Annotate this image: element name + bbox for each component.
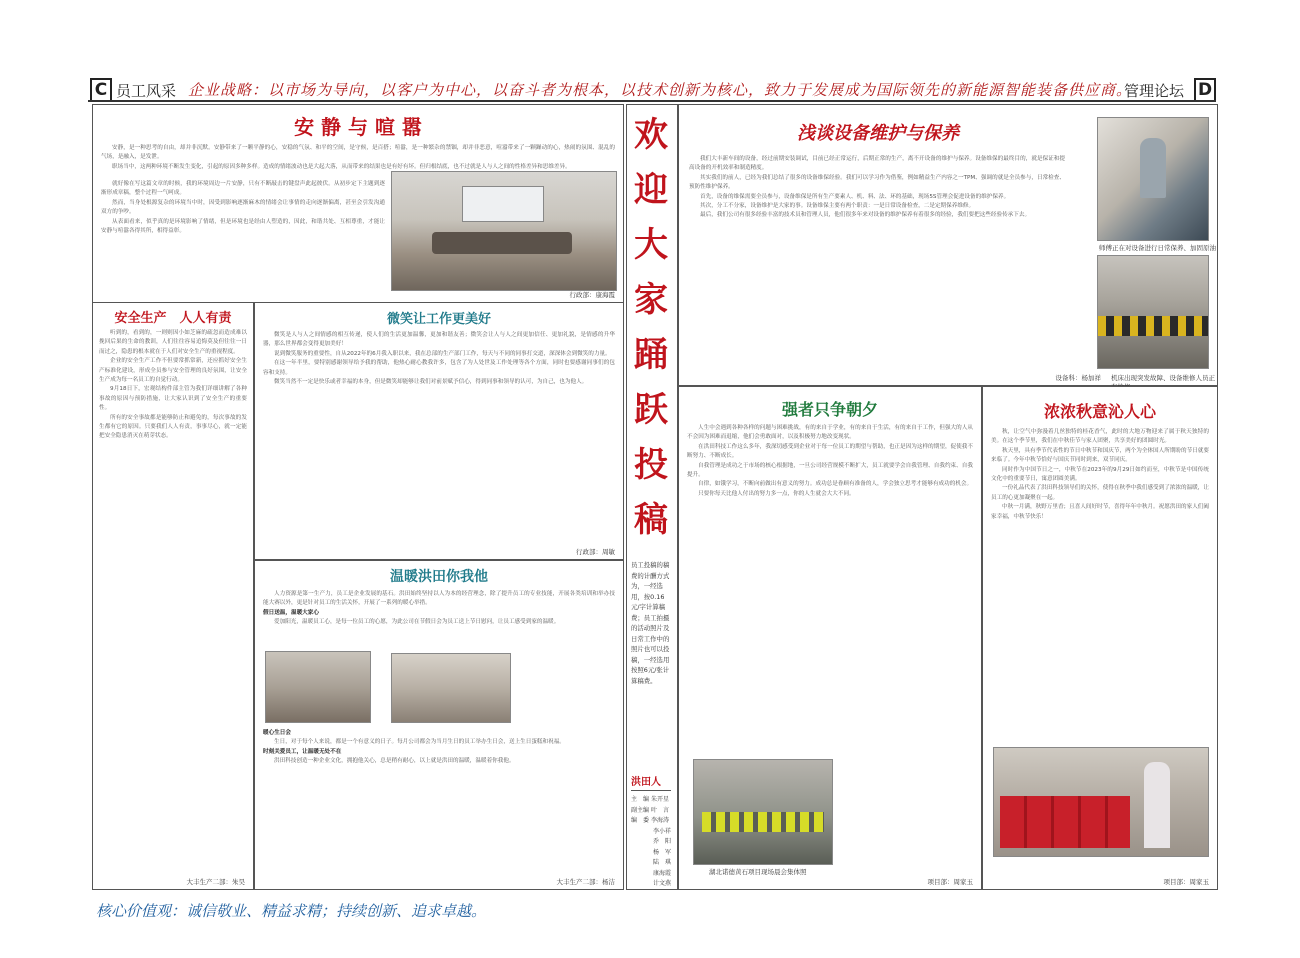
article-warm-hongtian	[254, 560, 624, 890]
paragraph: 企业的安全生产工作不但要常抓常新，还应抓好安全生产标准化建设，形成全员参与安全管理的良好氛围，让安全生产成为每一名员工的自觉行动。	[99, 358, 247, 384]
masthead	[631, 773, 671, 890]
projector-screen-shape	[462, 186, 544, 222]
vertical-char: 迎	[634, 170, 668, 210]
article-quiet-and-noise	[92, 104, 624, 303]
article-author: 大丰生产二部：杨洁	[556, 878, 615, 886]
article-title: 安 静 与 喧 嚣	[294, 115, 422, 139]
masthead-name: 洪田人	[631, 773, 671, 791]
paragraph: 同时作为中国节日之一，中秋节在2023年的9月29日如约而至，中秋节是中国传统文化中的重要节日，寓意团圆美满。	[991, 466, 1209, 483]
vertical-char: 大	[634, 225, 668, 265]
article-author: 行政部：康海霞	[569, 291, 615, 299]
article-body	[689, 155, 1065, 365]
paragraph: 洪田科技创造一种企业文化，拥抱他关心，总是稍有耐心，以上就是洪田的温暖，温暖着你我他。	[274, 758, 515, 765]
photo-caption: 师傅正在对设备进行日常保养、加固原油	[1099, 244, 1216, 252]
staff-row: 计文燕	[652, 880, 671, 887]
article-title: 安全生产 人人有责	[114, 311, 232, 326]
paragraph: 中秋一月满，秋野万里香；且喜人间好时节，喜得年年中秋月。祝愿洪田的家人们阖家幸福，中秋节快乐！	[991, 504, 1209, 520]
staff-row: 编 委 李海涛	[631, 817, 669, 824]
person-figure-shape	[1144, 762, 1170, 848]
article-safety	[92, 302, 254, 890]
core-values: 核心价值观：诚信敬业、精益求精；持续创新、追求卓越。	[96, 902, 487, 920]
article-body	[991, 428, 1209, 736]
page-letter-right: D	[1194, 78, 1216, 102]
conference-table-shape	[432, 232, 572, 254]
staff-row: 副主编 叶 言	[631, 806, 669, 814]
vertical-call-for-submissions	[629, 108, 673, 548]
photo-caption: 机床出现突发故障、设备维修人员正	[1111, 374, 1215, 382]
hazard-stripe-shape	[1098, 316, 1208, 336]
article-title: 浓浓秋意沁人心	[1043, 402, 1156, 421]
paragraph: 安静，是一种思考的自由，却并非沉默。安静带来了一颗平静的心，安稳的气氛、和平的空间，是守候，是百搭；喧嚣，是一种繁杂的禁锢，却并非恶意，喧嚣带来了一颗躁动的心，热闹的氛围、混乱的气场，是融入，是发泄。	[101, 145, 615, 161]
paragraph: 自律，如饿学习，不断向前做出有意义的努力。成功总是眷顾有准备的人，学会独立思考才能够有成功的机会。	[698, 481, 973, 488]
maintenance-worker-photo	[1097, 117, 1209, 241]
article-body-bottom	[263, 729, 613, 874]
staff-row: 陆 琪	[652, 859, 671, 866]
subheading: 假日送温，温暖大家心	[263, 609, 319, 616]
vertical-char: 稿	[634, 500, 668, 540]
article-smile	[254, 302, 624, 560]
photo-caption: 湖北诺德黄石项目现场晨会集体照	[709, 868, 807, 876]
article-author: 大丰生产二部：朱昊	[186, 878, 245, 886]
article-author: 行政部：周敏	[576, 548, 615, 556]
paragraph: 我们大丰新车间的设备，经过前期安装调试，目前已经正常运行，后期正常的生产，离不开设备的维护与保养。设备维保的最终目的，就是保证和提高设备的开机效率和制造精度。	[689, 156, 1065, 172]
paragraph: 生日，对于每个人来说，都是一个有意义的日子。每月公司都会为当月生日的员工举办生日会，送上生日蛋糕和祝福。	[274, 739, 565, 746]
paragraph: 微笑是人与人之间情感的相互传递，使人们的生活更加温馨，更加和谐友善；微笑会让人与人之间更加信任、更加礼貌，是情感的升华器，那么世界都会变得更加美好！	[263, 332, 615, 348]
paragraph: 自我管理是成功之于市场的核心根据地，一旦公司经营规模不断扩大，员工就要学会自我管理、自我约束、自我提升。	[687, 462, 973, 479]
page-header	[88, 76, 1216, 102]
birthday-party-photo	[391, 653, 511, 723]
article-title: 强者只争朝夕	[781, 400, 878, 419]
article-body	[263, 331, 615, 557]
section-label-left: 员工风采	[116, 82, 177, 100]
paragraph: 一份礼品代表了洪田科技领导们的关怀，使得在秋季中我们感受到了浓浓的温暖，让员工的心更加凝聚在一起。	[991, 485, 1209, 501]
paragraph: 在洪田科技工作这么多年，我深切感受到企业对于每一位员工的期望与帮助，也正是因为这样的期望，促使我不断努力、不断成长。	[687, 443, 973, 460]
machine-repair-photo	[1097, 255, 1209, 369]
staff-list	[631, 795, 671, 890]
vertical-char: 家	[634, 280, 668, 320]
section-label-right: 管理论坛	[1124, 82, 1185, 100]
paragraph: 首先，设备的维保需要全员参与，设备维保是所有生产要素人、机、料、法、环的基础，现场5S管理会促进设备的维护保养。	[700, 193, 1010, 200]
team-meeting-photo	[693, 759, 833, 865]
paragraph: 其次，分工不分家，设备维护是大家的事。设备维保主要有两个职责：一是日常设备检查，二是定期保养维修。	[700, 203, 975, 210]
subheading: 暖心生日会	[263, 730, 291, 736]
paragraph: 然而，当身处根源复杂的环境当中时，因受到影响逐渐麻木的情绪会让事情的走向逐渐偏离，甚至会引发沟通双方的争吵。	[101, 199, 385, 216]
article-author: 项目部：周家玉	[927, 878, 973, 886]
paragraph: 听到的，看到的，一则则因小如芝麻的疏忽而造成难以挽回后果的生命的教训，人们往往容易追悔莫及但往往一日而过之，隐患的根本就在于人们对安全生产的重视程度。	[99, 330, 247, 355]
article-autumn	[982, 386, 1218, 890]
red-gift-boxes-shape	[1000, 796, 1130, 848]
article-title: 温暖洪田你我他	[390, 569, 488, 585]
article-author: 项目部：周家玉	[1163, 878, 1209, 886]
meeting-room-photo	[391, 171, 617, 291]
corporate-strategy-slogan: 企业战略：以市场为导向，以客户为中心，以奋斗者为根本，以技术创新为核心，致力于发展成为国际领先的新能源智能装备供应商。	[188, 81, 1133, 99]
workers-vests-shape	[702, 812, 824, 832]
staff-row: 主 编 朱开星	[631, 796, 669, 803]
staff-row: 康海霞	[652, 869, 671, 877]
subheading: 时刻关爱员工，让温暖无处不在	[263, 748, 342, 755]
paragraph: 秋，让空气中弥漫着几丝独特的桂花香气，此时的大地万物迎来了属于秋天独特的美。在这个季节里，我们在中秋佳节与家人团聚，共享美好的团圆时光。	[991, 429, 1209, 445]
staff-row: 杨 军	[652, 848, 671, 856]
paragraph: 最后，我们公司有很多经验丰富的技术员和管理人员，他们很多年来对设备的维护保养有着很多的经验，我们要把这些经验传承下去。	[700, 212, 1031, 219]
article-body-top	[263, 590, 615, 646]
paragraph: 爱加阳光，温暖员工心，是每一位员工的心愿，为此公司在节假日会为员工送上节日慰问，让员工感受到家的温暖。	[274, 619, 560, 626]
paragraph: 秋天里，具有季节代表性的节日中秋节和国庆节，两个为全体国人所期盼的节日就要来临了。今年中秋节恰好与国庆节同时到来，双节同庆。	[991, 447, 1209, 464]
article-body	[99, 329, 247, 885]
paragraph: 所有的安全事故都是能够防止和避免的，每次事故的发生都有它的原因。只要我们人人有责，事事尽心，就一定能把安全隐患消灭在萌芽状态。	[99, 414, 247, 440]
paragraph: 职场当中，这两种环境不断发生变化，引起的原因多种多样。造成的情绪波动也是大起大落，从而带来的结果也是有好有坏。但归根结底，也不过就是人与人之间的性格差异和思维差异。	[112, 163, 571, 170]
article-title: 微笑让工作更美好	[386, 312, 491, 327]
staff-row: 乔 阳	[652, 838, 671, 845]
paragraph: 微笑当然不一定是快乐或者幸福的本身，但是微笑却能够让我们对前景赋予信心，得到同事和领导的认可，为自己，也为他人。	[274, 379, 588, 386]
article-strong-ones	[678, 386, 982, 890]
paragraph: 9月18日下，宏观结构件部主管为我们详细讲解了各种事故的原因与预防措施，让大家认识到了安全生产的重要性。	[99, 386, 247, 412]
staff-row: 李小祥	[652, 827, 671, 835]
vertical-char: 跃	[634, 390, 668, 430]
vertical-char: 踊	[634, 335, 668, 375]
paragraph: 从表面看来，似乎真的是环境影响了情绪，但是环境也是经由人塑造的，因此，和谐共处、互相尊重，才能让安静与喧嚣各得其所，相得益彰。	[101, 218, 385, 235]
paragraph: 说到微笑服务的重要性，自从2022年的6月我入职以来，我在总部的生产部门工作，每天与不同的同事打交道，深深体会到微笑的力量。	[274, 350, 611, 357]
article-author: 设备科：杨加祥	[1055, 374, 1101, 382]
vertical-char: 欢	[634, 115, 668, 155]
vertical-char: 投	[634, 445, 668, 485]
article-body-left	[101, 180, 385, 298]
paragraph: 就好像在写这篇文章的时候，我的环境周边一片安静，只有不断敲击的键盘声此起彼伏。从初步定下主题到逐渐形成章稿，整个过程一气呵成。	[101, 181, 385, 197]
mid-autumn-gifts-photo	[993, 747, 1209, 857]
submission-info: 员工投稿的稿费的计酬方式为，一经选用，按0.16元/字计算稿费；员工拍摄的活动照片及日常工作中的照片也可以投稿，一经选用按照6元/张计算稿费。	[631, 561, 670, 685]
paragraph: 在这一年半里，要特别感谢领导给予我的帮助，他热心耐心教我许多，包含了为人处世及工作处理等各个方面，同时也要感谢同事们的包容和支持。	[263, 360, 615, 376]
header-rule	[88, 100, 1216, 102]
worker-figure-shape	[1140, 138, 1166, 198]
article-body	[687, 424, 973, 750]
article-title: 浅谈设备维护与保养	[797, 123, 959, 144]
paragraph: 其实我们的前人，已经为我们总结了很多的设备维保经验。我们可以学习作为借鉴，例如精益生产内容之一TPM、强调的就是全员参与，日常检查、预防性维护保养。	[689, 174, 1065, 191]
paragraph: 人生中会遇到各种各样的问题与困难挑战，有的来自于学业，有的来自于生活，有的来自于工作，但强大的人从不会因为困难而退缩，他们会勇敢面对，以及积极努力地改变现状。	[687, 425, 973, 441]
article-equipment-maintenance	[678, 104, 1218, 386]
page-letter-left: C	[90, 78, 112, 102]
gift-distribution-photo	[265, 651, 371, 723]
paragraph: 只要你每天比他人付出的努力多一点，你的人生就会大大不同。	[698, 490, 855, 497]
paragraph: 人力资源是第一生产力，员工是企业发展的基石。洪田始终坚持以人为本的经营理念，除了提升员工的专业技能，开展各类培训和举办技能大赛以外，更是针对员工的生活关怀，开展了一系列的暖心举措。	[263, 591, 615, 607]
